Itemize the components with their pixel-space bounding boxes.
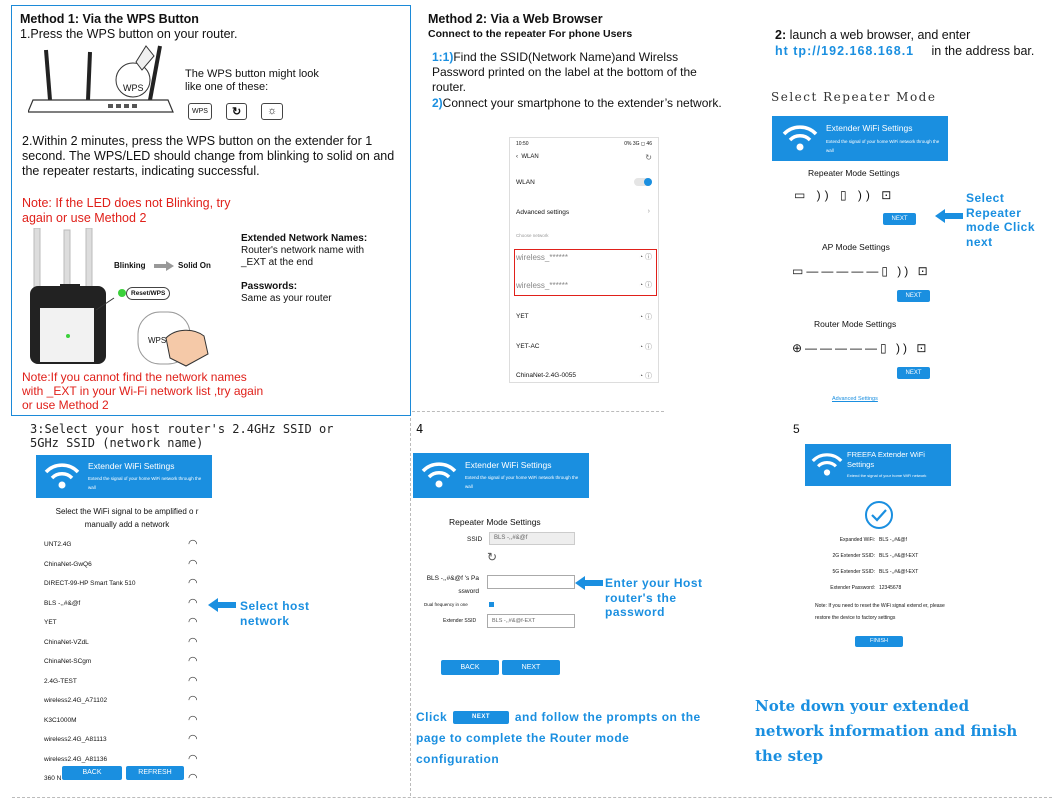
wifi-signal-icon: ◠ bbox=[188, 635, 198, 648]
step1-number: 1:1) bbox=[432, 50, 454, 64]
refresh-ssid-icon[interactable]: ↻ bbox=[487, 550, 498, 564]
network-select-page bbox=[36, 455, 212, 790]
reset-wps-label: Reset/WPS bbox=[126, 287, 170, 300]
might-look-text: The WPS button might look like one of these: bbox=[185, 68, 319, 93]
phone-yet[interactable]: YET bbox=[516, 313, 529, 320]
network-item[interactable]: wireless2.4G_A71102 bbox=[44, 697, 108, 704]
wifi-logo-icon bbox=[44, 462, 80, 490]
network-item[interactable]: UNT2.4G bbox=[44, 541, 72, 548]
network-item[interactable]: DIRECT-99-HP Smart Tank 510 bbox=[44, 580, 136, 587]
network-item[interactable]: ChinaNet-GwQ6 bbox=[44, 561, 92, 568]
step2b-lead: 2: bbox=[775, 28, 787, 42]
dual-frequency-checkbox[interactable] bbox=[489, 602, 494, 607]
network-item[interactable]: wireless2.4G_A81136 bbox=[44, 756, 108, 763]
phone-wifi-lock-icon: ◔ ⓘ bbox=[638, 344, 652, 351]
select-repeater-mode-heading: Select Repeater Mode bbox=[771, 90, 937, 104]
phone-wifi-icon: ◔ ⓘ bbox=[638, 282, 652, 289]
phone-back-wlan[interactable]: ‹ WLAN bbox=[516, 154, 539, 160]
wifi-signal-icon: ◠ bbox=[188, 674, 198, 687]
mode-page-header bbox=[772, 116, 948, 161]
finish-button[interactable]: FINISH bbox=[855, 636, 903, 647]
finish-page bbox=[805, 444, 951, 654]
info-key: Expanded WiFi: bbox=[839, 537, 875, 543]
form-back-button[interactable]: BACK bbox=[441, 660, 499, 675]
finish-page-title: FREEFA Extender WiFi Settings bbox=[847, 450, 925, 469]
finish-note: Note: If you need to reset the WiFi signal extend er, please restore the device to factory settings bbox=[815, 603, 945, 621]
network-back-button[interactable]: BACK bbox=[62, 766, 122, 780]
ssid-label: SSID bbox=[467, 536, 483, 543]
wifi-signal-icon: ◠ bbox=[188, 557, 198, 570]
method1-note1: Note: If the LED does not Blinking, try again or use Method 2 bbox=[22, 196, 231, 225]
form-page-title: Extender WiFi Settings bbox=[465, 460, 552, 470]
divider bbox=[410, 418, 411, 796]
step4-number: 4 bbox=[416, 422, 424, 436]
extender-illustration bbox=[26, 228, 216, 368]
phone-wlan-toggle[interactable] bbox=[634, 178, 652, 186]
wps-text-button-icon: WPS bbox=[188, 103, 212, 120]
router-next-button[interactable]: NEXT bbox=[897, 367, 930, 379]
phone-advanced-settings[interactable]: Advanced settings bbox=[516, 209, 570, 216]
success-check-icon bbox=[864, 500, 894, 530]
wifi-signal-icon: ◠ bbox=[188, 577, 198, 589]
advanced-settings-link[interactable]: Advanced Settings bbox=[832, 396, 878, 402]
network-item[interactable]: 360 N bbox=[44, 775, 62, 782]
inline-next-button: NEXT bbox=[453, 711, 509, 724]
method1-title: Method 1: Via the WPS Button bbox=[20, 12, 199, 26]
wifi-logo-icon bbox=[421, 461, 457, 489]
wifi-signal-icon: ◠ bbox=[188, 694, 198, 706]
ssid-field[interactable]: BLS -,,#&@f bbox=[489, 532, 575, 545]
wifi-signal-icon: ◠ bbox=[188, 596, 198, 609]
method2-step1 bbox=[432, 50, 727, 95]
form-page-subtitle: Extend the signal of your home WiFi network through the wall bbox=[465, 475, 579, 489]
form-title: Repeater Mode Settings bbox=[449, 517, 541, 527]
step2b-text2: in the address bar. bbox=[931, 44, 1035, 58]
wifi-signal-icon: ◠ bbox=[188, 655, 198, 667]
finish-page-subtitle: Extend the signal of your home WiFi network bbox=[847, 473, 927, 478]
network-item[interactable]: ChinaNet-SCgm bbox=[44, 658, 92, 665]
repeater-callout: Select Repeater mode Click next bbox=[966, 191, 1036, 249]
network-refresh-button[interactable]: REFRESH bbox=[126, 766, 184, 780]
step3-title: 3:Select your host router's 2.4GHz SSID or 5GHz SSID (network name) bbox=[30, 422, 334, 450]
wps-lock-button-icon: ☼ bbox=[261, 103, 283, 120]
divider bbox=[12, 797, 1052, 798]
network-item[interactable]: ChinaNet-VZdL bbox=[44, 639, 89, 646]
network-page-title: Extender WiFi Settings bbox=[88, 461, 175, 471]
phone-wireless-1[interactable]: wireless_****** bbox=[516, 253, 569, 262]
step2-number: 2) bbox=[432, 96, 443, 110]
wifi-logo-icon bbox=[811, 452, 843, 477]
wifi-signal-icon: ◠ bbox=[188, 752, 198, 765]
wifi-signal-icon: ◠ bbox=[188, 733, 198, 745]
extender-ssid-label: Extender SSID bbox=[443, 618, 477, 624]
ext-names-text: Router's network name with _EXT at the end bbox=[241, 245, 365, 268]
method2-subtitle: Connect to the repeater For phone Users bbox=[428, 28, 633, 40]
info-key: Extender Password: bbox=[830, 585, 875, 591]
repeater-next-button[interactable]: NEXT bbox=[883, 213, 916, 225]
phone-wireless-2[interactable]: wireless_****** bbox=[516, 281, 569, 290]
finish-page-header bbox=[805, 444, 951, 486]
router-wps-label: WPS bbox=[123, 83, 144, 93]
phone-advanced-chevron-icon: › bbox=[647, 208, 650, 215]
router-mode-title: Router Mode Settings bbox=[814, 319, 897, 329]
info-key: 2G Extender SSID: bbox=[832, 553, 875, 559]
form-next-button[interactable]: NEXT bbox=[502, 660, 560, 675]
phone-wifi-icon: ◔ ⓘ bbox=[638, 254, 652, 261]
follow-text: and follow the prompts on the page to complete the Router mode configuration bbox=[416, 710, 701, 766]
form-page-header bbox=[413, 453, 589, 498]
dual-frequency-label: Dual frequency in one bbox=[424, 602, 468, 607]
method2-title: Method 2: Via a Web Browser bbox=[428, 12, 603, 26]
router-mode-diagram: ⊕—————▯ )) ⊡ bbox=[792, 341, 930, 355]
info-value: BLS -,,#&@f bbox=[879, 537, 907, 543]
ext-names-title: Extended Network Names: bbox=[241, 233, 368, 244]
step5-bottom-note: Note down your extended network information and finish the step bbox=[755, 697, 1018, 765]
wifi-signal-icon: ◠ bbox=[188, 772, 198, 784]
password-label: BLS -,,#&@f 's Pa ssword bbox=[426, 575, 479, 595]
step2-text: Connect your smartphone to the extender’s network. bbox=[442, 96, 722, 110]
phone-status-time: 10:50 bbox=[516, 141, 529, 147]
blinking-label: Blinking bbox=[114, 261, 146, 270]
click-text: Click bbox=[416, 710, 448, 724]
repeater-mode-title: Repeater Mode Settings bbox=[808, 168, 900, 178]
passwords-text: Same as your router bbox=[241, 293, 332, 304]
phone-wifi-lock-icon: ◔ ⓘ bbox=[638, 314, 652, 321]
step5-number: 5 bbox=[793, 422, 800, 436]
wifi-signal-icons bbox=[188, 535, 198, 789]
arrow-right-icon bbox=[154, 261, 174, 271]
info-value: BLS -,,#&@f-EXT bbox=[879, 569, 919, 575]
method1-step2: 2.Within 2 minutes, press the WPS button on the extender for 1 second. The WPS/LED should change from blinking to solid on and the repeater restarts, indicating successful. bbox=[22, 134, 395, 178]
step1-text: Find the SSID(Network Name)and Wirelss Password printed on the label at the bottom of the router. bbox=[432, 50, 697, 94]
info-value: 12345678 bbox=[879, 585, 902, 591]
step2b-text1: launch a web browser, and enter bbox=[786, 28, 971, 42]
phone-chinanet[interactable]: ChinaNet-2.4G-0055 bbox=[516, 372, 576, 379]
network-item[interactable]: 2.4G-TEST bbox=[44, 678, 77, 685]
arrow-left-icon bbox=[208, 598, 236, 612]
wifi-logo-icon bbox=[782, 124, 818, 152]
phone-refresh-icon[interactable]: ↻ bbox=[645, 153, 652, 162]
phone-screenshot bbox=[509, 137, 659, 383]
step2b-text bbox=[775, 27, 1035, 59]
mode-page-subtitle: Extend the signal of your home WiFi network through the wall bbox=[826, 139, 940, 153]
network-item[interactable]: BLS -,,#&@f bbox=[44, 600, 81, 607]
ap-mode-title: AP Mode Settings bbox=[822, 242, 890, 252]
info-key: 5G Extender SSID: bbox=[832, 569, 875, 575]
arrow-left-icon bbox=[935, 209, 963, 223]
solid-on-label: Solid On bbox=[178, 261, 211, 270]
wifi-signal-icon: ◠ bbox=[188, 538, 198, 550]
network-item[interactable]: YET bbox=[44, 619, 57, 626]
phone-yet-ac[interactable]: YET-AC bbox=[516, 343, 540, 350]
phone-wlan-label: WLAN bbox=[516, 179, 535, 186]
ap-mode-diagram: ▭—————▯ )) ⊡ bbox=[792, 264, 931, 278]
extender-wps-label: WPS bbox=[148, 336, 167, 345]
network-item[interactable]: K3C1000M bbox=[44, 717, 77, 724]
router-url-link[interactable]: ht tp://192.168.168.1 bbox=[775, 44, 915, 58]
method1-note2: Note:If you cannot find the network names with _EXT in your Wi-Fi network list ,try again or use Method 2 bbox=[22, 370, 264, 412]
method2-step2 bbox=[432, 96, 722, 111]
password-callout: Enter your Host router's the password bbox=[605, 576, 703, 619]
network-intro-text: Select the WiFi signal to be amplified o r manually add a network bbox=[55, 507, 199, 529]
phone-choose-network: Choose network bbox=[516, 233, 549, 238]
router-illustration bbox=[28, 42, 178, 124]
host-network-callout: Select host network bbox=[240, 599, 310, 628]
network-page-header bbox=[36, 455, 212, 498]
mode-page-title: Extender WiFi Settings bbox=[826, 123, 913, 133]
password-field[interactable] bbox=[487, 575, 575, 589]
phone-status-right: 0% 3G ◻ 46 bbox=[624, 141, 652, 147]
extender-ssid-field[interactable]: BLS -,,#&@f-EXT bbox=[487, 614, 575, 628]
divider bbox=[412, 411, 664, 412]
phone-back-label: WLAN bbox=[521, 154, 539, 160]
network-page-subtitle: Extend the signal of your home WiFi network through the wall bbox=[88, 476, 202, 490]
wifi-signal-icon: ◠ bbox=[188, 616, 198, 628]
wps-button-variants bbox=[188, 103, 283, 120]
repeater-form-page bbox=[413, 453, 589, 685]
passwords-title: Passwords: bbox=[241, 281, 298, 292]
mode-select-page bbox=[770, 116, 950, 412]
refresh-button-icon: ↻ bbox=[226, 103, 247, 120]
arrow-left-icon bbox=[575, 576, 603, 590]
step4-instruction bbox=[416, 707, 701, 770]
info-value: BLS -,,#&@f-EXT bbox=[879, 553, 919, 559]
ap-next-button[interactable]: NEXT bbox=[897, 290, 930, 302]
wifi-signal-icon: ◠ bbox=[188, 713, 198, 726]
network-item[interactable]: wireless2.4G_A81113 bbox=[44, 736, 107, 743]
repeater-mode-diagram: ▭ )) ▯ )) ⊡ bbox=[794, 188, 896, 202]
phone-wifi-lock-icon: ◔ ⓘ bbox=[638, 373, 652, 380]
method1-step1: 1.Press the WPS button on your router. bbox=[20, 27, 238, 41]
